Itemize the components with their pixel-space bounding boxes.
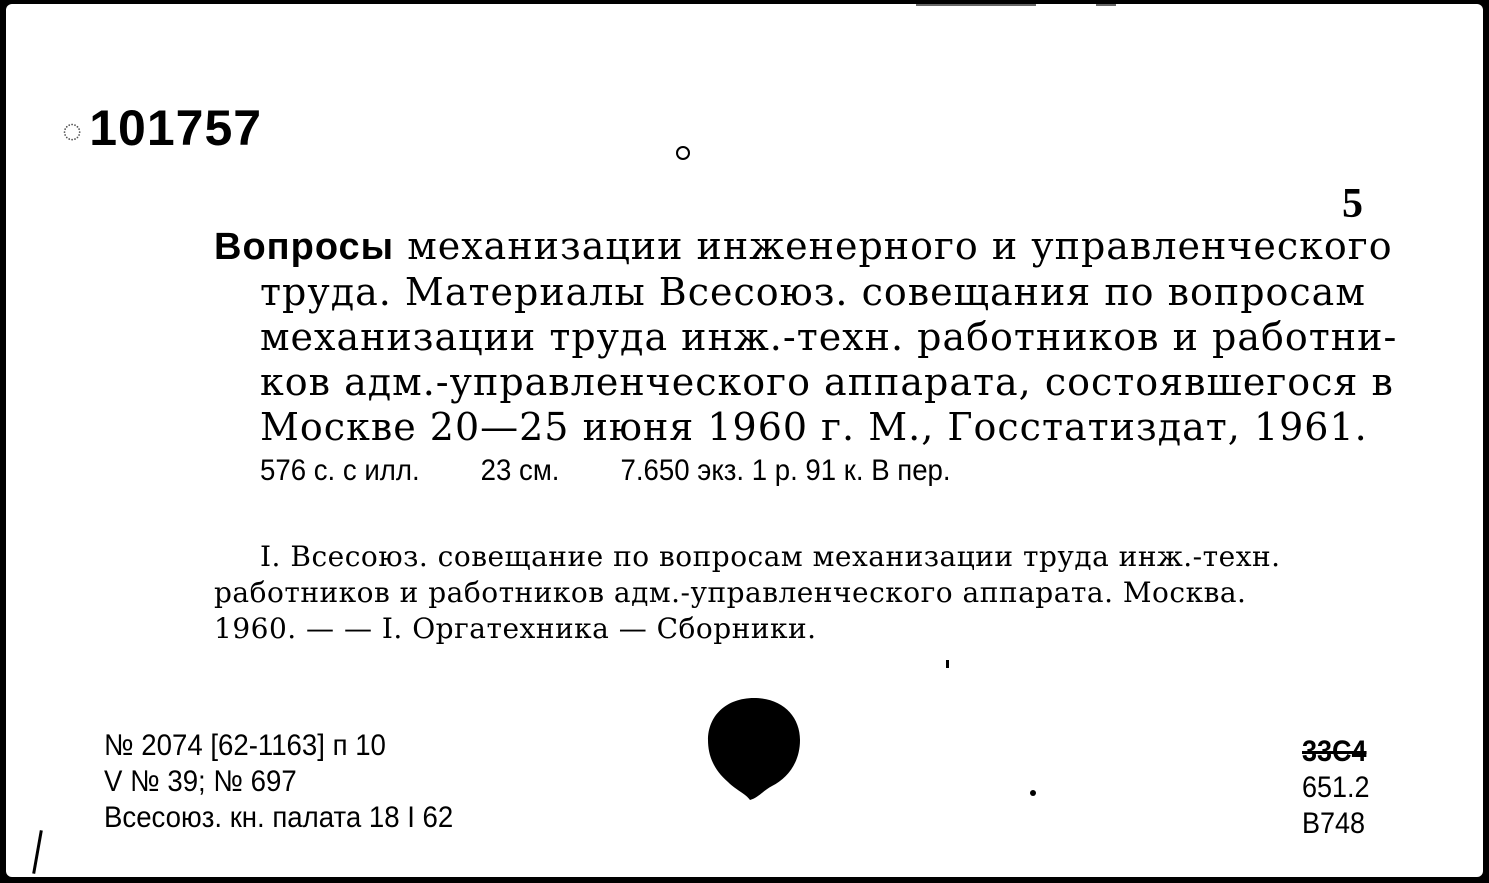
author-mark: В748 [1302,807,1366,840]
top-edge-mark [916,4,1036,6]
title-line-1-text: механизации инженерного и управленческого [394,224,1393,268]
subject-tracing [214,539,1281,647]
bibliographic-title [214,224,1397,450]
registry-info [104,728,453,836]
title-line-3: механизации труда инж.-техн. работников и работни- [260,315,1398,359]
subject-line-2: работников и работников адм.-управленческого аппарата. Москва. [214,576,1247,609]
title-line-2: труда. Материалы Всесоюз. совещания по вопросам [260,270,1366,314]
title-line-1 [214,224,1397,270]
small-mark [946,660,949,668]
top-edge-mark-small [1096,4,1116,6]
punch-hole [706,694,802,802]
collation-pages: 576 с. с илл. [260,454,420,487]
title-heading-word: Вопросы [214,226,395,268]
collation-copies: 7.650 экз. 1 р. 91 к. В пер. [620,454,951,487]
card-number [62,99,262,157]
classification-marks [1302,734,1370,842]
registry-line-1: № 2074 [62-1163] п 10 [104,729,386,762]
title-line-4: ков адм.-управленческого аппарата, состоявшегося в [260,360,1394,404]
corner-digit: 5 [1342,181,1363,227]
ink-dot [1030,790,1036,796]
card-number-value: 101757 [89,100,263,156]
registry-line-2: V № 39; № 697 [104,765,297,798]
registry-line-3: Всесоюз. кн. палата 18 I 62 [104,801,454,834]
catalog-card [6,4,1483,877]
class-code: 651.2 [1302,771,1370,804]
card-number-prefix: ◌ [62,112,84,151]
collation-size: 23 см. [480,454,560,487]
subject-line-3: 1960. — — I. Оргатехника — Сборники. [214,612,817,645]
ink-speck [676,146,690,160]
struck-class-code: 33С4 [1302,735,1367,768]
title-line-5: Москве 20—25 июня 1960 г. М., Госстатиздат, 1961. [260,405,1368,449]
subject-line-1: I. Всесоюз. совещание по вопросам механизации труда инж.-техн. [260,540,1281,573]
margin-pen-stroke [32,830,43,874]
collation-line [260,454,1004,488]
